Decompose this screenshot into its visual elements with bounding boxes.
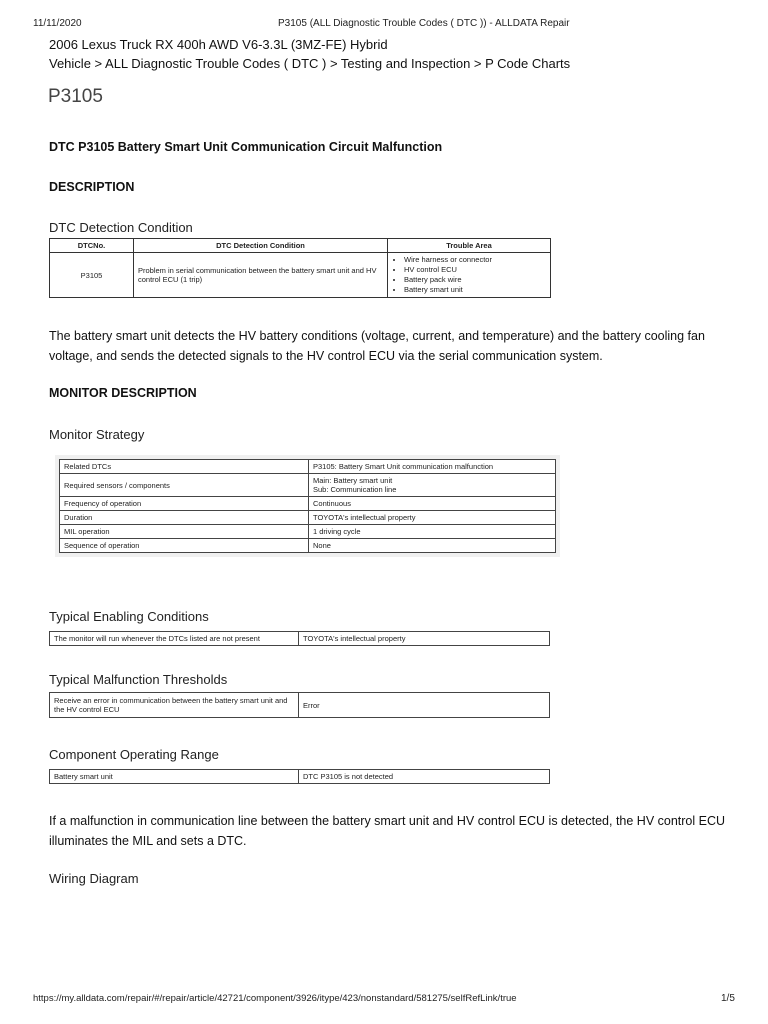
trouble-area-item: • Battery smart unit: [404, 285, 546, 295]
strategy-value: P3105: Battery Smart Unit communication malfunction: [309, 460, 556, 474]
trouble-area-cell: [388, 253, 551, 298]
strategy-label: Related DTCs: [60, 460, 309, 474]
print-page-title: P3105 (ALL Diagnostic Trouble Codes ( DTC )) - ALLDATA Repair: [278, 18, 570, 29]
page-title: P3105: [48, 86, 103, 107]
range-table: [49, 769, 550, 784]
vehicle-title: 2006 Lexus Truck RX 400h AWD V6-3.3L (3MZ-FE) Hybrid: [49, 37, 388, 52]
trouble-area-item: • Wire harness or connector: [404, 255, 546, 265]
detection-heading: DTC Detection Condition: [49, 220, 193, 235]
description-paragraph: The battery smart unit detects the HV battery conditions (voltage, current, and temperature) and the battery cooling fan voltage, and sends the detected signals to the HV control ECU via the serial communication system.: [49, 329, 705, 363]
thresholds-heading: Typical Malfunction Thresholds: [49, 672, 228, 687]
dtc-code-cell: P3105: [50, 253, 134, 298]
strategy-value: Continuous: [309, 497, 556, 511]
col-header-condition: DTC Detection Condition: [134, 239, 388, 253]
strategy-value: [309, 474, 556, 497]
strategy-value: 1 driving cycle: [309, 525, 556, 539]
strategy-table-frame: [59, 459, 556, 553]
strategy-table: [59, 459, 556, 553]
strategy-value: None: [309, 539, 556, 553]
description-heading: DESCRIPTION: [49, 180, 135, 194]
col-header-dtcno: DTCNo.: [50, 239, 134, 253]
enabling-value: TOYOTA's intellectual property: [299, 632, 550, 646]
strategy-label: Frequency of operation: [60, 497, 309, 511]
condition-cell: Problem in serial communication between the battery smart unit and HV control ECU (1 trip): [134, 253, 388, 298]
enabling-label: The monitor will run whenever the DTCs listed are not present: [50, 632, 299, 646]
strategy-value: TOYOTA's intellectual property: [309, 511, 556, 525]
malfunction-paragraph: If a malfunction in communication line between the battery smart unit and HV control ECU is detected, the HV control ECU illuminates the MIL and sets a DTC.: [49, 814, 726, 848]
col-header-trouble-area: Trouble Area: [388, 239, 551, 253]
trouble-area-item: • HV control ECU: [404, 265, 546, 275]
enabling-heading: Typical Enabling Conditions: [49, 609, 209, 624]
strategy-label: Duration: [60, 511, 309, 525]
trouble-area-item: • Battery pack wire: [404, 275, 546, 285]
thresholds-label: Receive an error in communication between the battery smart unit and the HV control ECU: [50, 693, 299, 718]
enabling-table: [49, 631, 550, 646]
range-label: Battery smart unit: [50, 770, 299, 784]
strategy-label: MIL operation: [60, 525, 309, 539]
detection-table: [49, 238, 551, 298]
range-value: DTC P3105 is not detected: [299, 770, 550, 784]
dtc-title: DTC P3105 Battery Smart Unit Communication Circuit Malfunction: [49, 140, 443, 154]
breadcrumb[interactable]: Vehicle > ALL Diagnostic Trouble Codes ( DTC ) > Testing and Inspection > P Code Charts: [49, 56, 571, 71]
strategy-heading: Monitor Strategy: [49, 427, 145, 442]
print-date: 11/11/2020: [33, 18, 82, 29]
thresholds-table: [49, 692, 550, 718]
wiring-heading: Wiring Diagram: [49, 871, 139, 886]
range-heading: Component Operating Range: [49, 747, 219, 762]
strategy-value-main: Main: Battery smart unit: [313, 476, 393, 485]
print-url[interactable]: https://my.alldata.com/repair/#/repair/article/42721/component/3926/itype/423/nonstandard/581275/selfRefLink/true: [33, 993, 517, 1004]
strategy-value-sub: Sub: Communication line: [313, 485, 397, 494]
page-number: 1/5: [721, 993, 735, 1004]
strategy-label: Required sensors / components: [60, 474, 309, 497]
thresholds-value: Error: [299, 693, 550, 718]
monitor-heading: MONITOR DESCRIPTION: [49, 386, 197, 400]
strategy-label: Sequence of operation: [60, 539, 309, 553]
